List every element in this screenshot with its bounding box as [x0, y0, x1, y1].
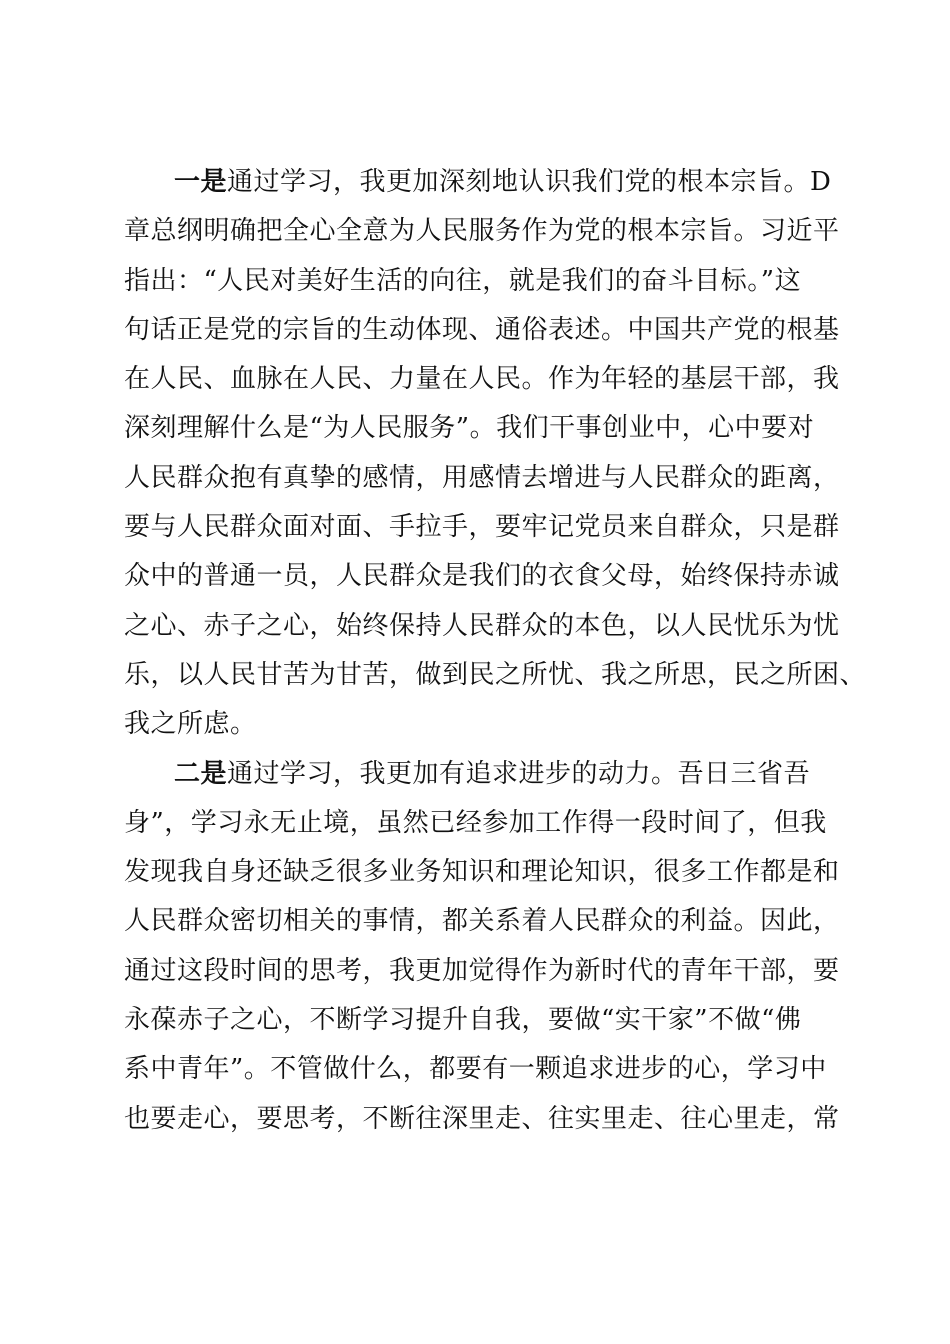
paragraph-line: 系中青年”。不管做什么，都要有一颗追求进步的心，学习中: [124, 1054, 827, 1085]
paragraph-lead: 二是: [174, 758, 228, 789]
paragraph-line: 要与人民群众面对面、手拉手，要牢记党员来自群众，只是群: [124, 512, 840, 543]
paragraph-line: 一是通过学习，我更加深刻地认识我们党的根本宗旨。D: [174, 167, 832, 197]
paragraph-line: 我之所虑。: [124, 709, 257, 740]
paragraph-line: 人民群众密切相关的事情，都关系着人民群众的利益。因此，: [124, 906, 840, 937]
paragraph-line: 通过这段时间的思考，我更加觉得作为新时代的青年干部，要: [124, 955, 840, 986]
paragraph-line: 人民群众抱有真挚的感情，用感情去增进与人民群众的距离，: [124, 462, 840, 493]
paragraph-2: [124, 750, 844, 1144]
paragraph-line: 之心、赤子之心，始终保持人民群众的本色，以人民忧乐为忧: [124, 610, 840, 641]
paragraph-line: 在人民、血脉在人民、力量在人民。作为年轻的基层干部，我: [124, 364, 840, 395]
paragraph-line: 也要走心，要思考，不断往深里走、往实里走、往心里走，常: [124, 1103, 840, 1134]
paragraph-line: 深刻理解什么是“为人民服务”。我们干事创业中，心中要对: [124, 413, 815, 444]
paragraph-line: 永葆赤子之心，不断学习提升自我，要做“实干家”不做“佛: [124, 1005, 802, 1036]
paragraph-line: 身”，学习永无止境，虽然已经参加工作得一段时间了，但我: [124, 807, 827, 838]
paragraph-line: 章总纲明确把全心全意为人民服务作为党的根本宗旨。习近平: [124, 216, 840, 247]
body-text: [124, 158, 867, 1144]
paragraph-line: 乐，以人民甘苦为甘苦，做到民之所忧、我之所思，民之所困、: [124, 659, 867, 690]
paragraph-line: 指出：“人民对美好生活的向往，就是我们的奋斗目标。”这: [124, 265, 802, 296]
paragraph-lead: 一是: [174, 167, 228, 197]
paragraph-line: 众中的普通一员，人民群众是我们的衣食父母，始终保持赤诚: [124, 561, 840, 592]
paragraph-1: [124, 158, 867, 750]
paragraph-line: 发现我自身还缺乏很多业务知识和理论知识，很多工作都是和: [124, 857, 840, 888]
paragraph-line: 句话正是党的宗旨的生动体现、通俗表述。中国共产党的根基: [124, 314, 840, 345]
paragraph-line: 二是通过学习，我更加有追求进步的动力。吾日三省吾: [174, 758, 811, 789]
